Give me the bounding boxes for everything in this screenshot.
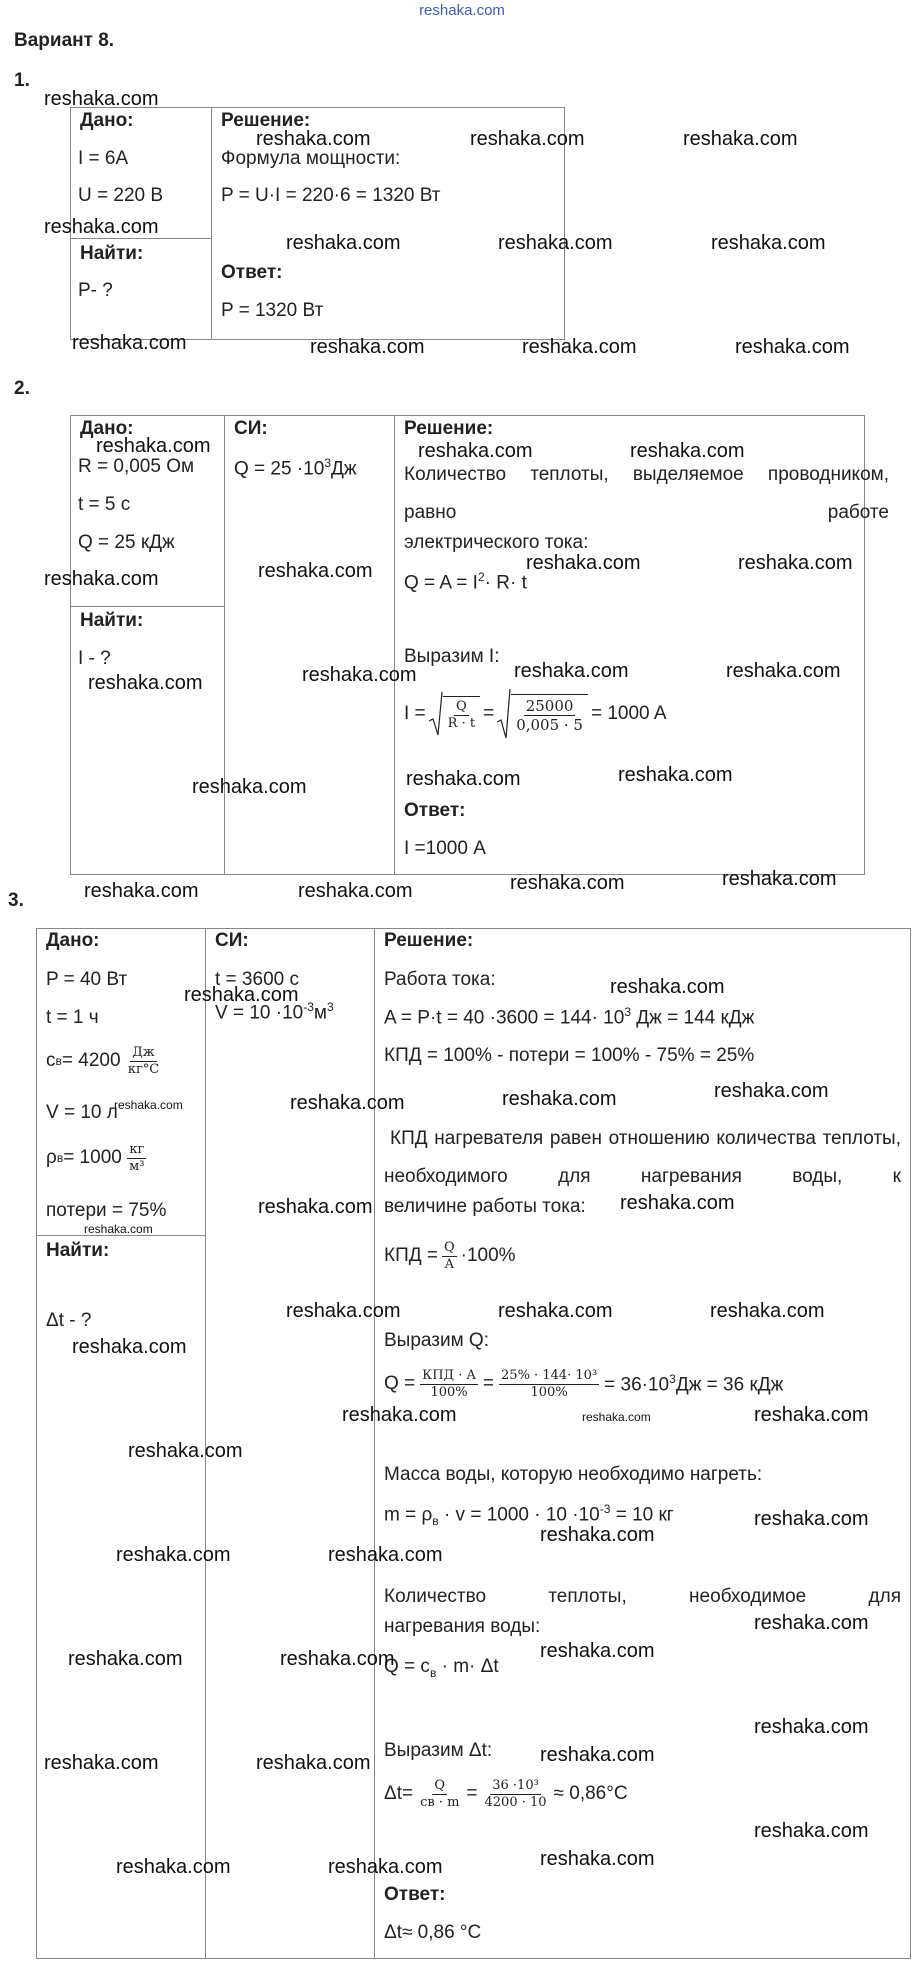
p3-heat-text: Количество теплоты, необходимое для	[384, 1586, 901, 1607]
p3-given-losses: потери = 75%	[46, 1200, 167, 1221]
watermark: reshaka.com	[44, 1752, 159, 1774]
p3-si-heading: СИ:	[215, 930, 249, 951]
p2-solution-text: Количество теплоты, выделяемое проводником, равно работе	[404, 464, 889, 523]
watermark: reshaka.com	[280, 1648, 395, 1670]
watermark: reshaka.com	[683, 128, 798, 150]
watermark: reshaka.com	[310, 336, 425, 358]
p2-find: I - ?	[78, 648, 111, 669]
watermark-small: reshaka.com	[582, 1410, 651, 1424]
watermark: reshaka.com	[714, 1080, 829, 1102]
watermark: reshaka.com	[258, 1196, 373, 1218]
p2-answer: I =1000 А	[404, 838, 486, 859]
p2-si-heading: СИ:	[234, 418, 268, 439]
watermark: reshaka.com	[96, 435, 211, 457]
p3-given-power: P = 40 Вт	[46, 969, 128, 990]
watermark: reshaka.com	[711, 232, 826, 254]
p3-find-heading: Найти:	[46, 1240, 110, 1261]
p1-answer: P = 1320 Вт	[221, 300, 324, 321]
watermark: reshaka.com	[116, 1856, 231, 1878]
problem-3-number: 3.	[8, 890, 24, 911]
watermark: reshaka.com	[298, 880, 413, 902]
p3-express-dt: Выразим Δt:	[384, 1740, 493, 1761]
watermark: reshaka.com	[754, 1820, 869, 1842]
watermark: reshaka.com	[68, 1648, 183, 1670]
p2-sqrt-2: $\frac{25000}{0,005 \cdot 5}$	[497, 688, 588, 740]
p1-solution-formula: P = U·I = 220·6 = 1320 Вт	[221, 185, 441, 206]
p3-work-label: Работа тока:	[384, 969, 496, 990]
p2-solution-heading: Решение:	[404, 418, 494, 439]
watermark: reshaka.com	[754, 1612, 869, 1634]
p3-efficiency-text-last: величине работы тока:	[384, 1196, 586, 1217]
watermark: reshaka.com	[510, 872, 625, 894]
p1-given-current: I = 6A	[78, 148, 129, 169]
watermark: reshaka.com	[498, 232, 613, 254]
watermark: reshaka.com	[192, 776, 307, 798]
p3-work-formula: $A = P\cdot t = 40 \cdot 3600 = 144\cdot 10^3$ Дж = 144 кДж	[384, 1005, 755, 1029]
watermark: reshaka.com	[722, 868, 837, 890]
p2-si-heat: $Q = 25 \cdot 10^3Дж$	[234, 456, 357, 480]
p2-express: Выразим I:	[404, 646, 500, 667]
watermark: reshaka.com	[522, 336, 637, 358]
watermark: reshaka.com	[610, 976, 725, 998]
watermark: reshaka.com	[342, 1404, 457, 1426]
p3-find: Δt - ?	[46, 1310, 92, 1331]
p1-given-heading: Дано:	[80, 110, 134, 131]
watermark: reshaka.com	[128, 1440, 243, 1462]
problem-2-number: 2.	[14, 378, 30, 399]
p2-given-resistance: R = 0,005 Ом	[78, 456, 195, 477]
watermark: reshaka.com	[540, 1848, 655, 1870]
watermark-small: reshaka.com	[114, 1098, 183, 1112]
watermark: reshaka.com	[258, 560, 373, 582]
p2-formula-heat: $Q = A = I^2\cdot R\cdot t$	[404, 570, 527, 594]
watermark: reshaka.com	[540, 1744, 655, 1766]
p1-solution-heading: Решение:	[221, 110, 311, 131]
watermark: reshaka.com	[116, 1544, 231, 1566]
p1-given-voltage: U = 220 В	[78, 185, 164, 206]
watermark: reshaka.com	[72, 1336, 187, 1358]
watermark: reshaka.com	[470, 128, 585, 150]
watermark: reshaka.com	[710, 1300, 825, 1322]
watermark: reshaka.com	[328, 1544, 443, 1566]
p3-efficiency-text: КПД нагревателя равен отношению количества теплоты, необходимого для нагревания воды, к	[384, 1128, 901, 1187]
watermark: reshaka.com	[754, 1716, 869, 1738]
p3-si-volume: $V = 10 \cdot 10^{-3}м^3$	[215, 1000, 334, 1024]
p2-answer-heading: Ответ:	[404, 800, 466, 821]
watermark: reshaka.com	[256, 1752, 371, 1774]
p3-given-density: ρ в = 1000 $\frac{кг}{\text{м³}}$	[46, 1142, 145, 1174]
p3-si-time: t = 3600 с	[215, 969, 299, 990]
watermark: reshaka.com	[286, 232, 401, 254]
p2-solution-text-last: электрического тока:	[404, 532, 589, 553]
p3-answer-heading: Ответ:	[384, 1884, 446, 1905]
watermark: reshaka.com	[84, 880, 199, 902]
p2-given-time: t = 5 с	[78, 494, 131, 515]
watermark: reshaka.com	[726, 660, 841, 682]
watermark: reshaka.com	[502, 1088, 617, 1110]
watermark: reshaka.com	[526, 552, 641, 574]
watermark: reshaka.com	[418, 440, 533, 462]
watermark: reshaka.com	[540, 1640, 655, 1662]
p3-efficiency: КПД = 100% - потери = 100% - 75% = 25%	[384, 1045, 755, 1066]
watermark: reshaka.com	[44, 216, 159, 238]
watermark: reshaka.com	[618, 764, 733, 786]
watermark: reshaka.com	[754, 1404, 869, 1426]
p3-given-time: t = 1 ч	[46, 1007, 99, 1028]
p3-temperature-formula: Δt= $\frac{Q}{cв \cdot m}$ = $\frac{\text{36 ·10³}}{4200 \cdot 10}$ ≈ 0,86°C	[384, 1778, 628, 1810]
watermark: reshaka.com	[328, 1856, 443, 1878]
p3-heat-formula: Q = $\frac{\text{КПД · A}}{100\%}$ = $\frac{\text{25\% · 144· 10³}}{100\%}$ = $36\cdot 10^3Дж = 36$ кДж	[384, 1368, 784, 1400]
p3-answer: Δt≈ 0,86 °C	[384, 1922, 482, 1943]
watermark: reshaka.com	[44, 568, 159, 590]
problem-1-number: 1.	[14, 70, 30, 91]
p2-given-heat: Q = 25 кДж	[78, 532, 175, 553]
p3-mass-formula: $m = \rho_в \cdot v = 1000 \cdot 10 \cdot 10^{-3} = 10$ кг	[384, 1502, 674, 1529]
watermark: reshaka.com	[540, 1524, 655, 1546]
site-header-link[interactable]: reshaka.com	[419, 2, 505, 19]
p3-mass-label: Масса воды, которую необходимо нагреть:	[384, 1464, 763, 1485]
watermark: reshaka.com	[514, 660, 629, 682]
watermark: reshaka.com	[256, 128, 371, 150]
watermark: reshaka.com	[44, 88, 159, 110]
p1-solution-line1: Формула мощности:	[221, 148, 401, 169]
p1-find: P- ?	[78, 280, 113, 301]
watermark: reshaka.com	[88, 672, 203, 694]
watermark: reshaka.com	[184, 984, 299, 1006]
watermark: reshaka.com	[735, 336, 850, 358]
p2-find-heading: Найти:	[80, 610, 144, 631]
p3-solution-heading: Решение:	[384, 930, 474, 951]
p3-given-heading: Дано:	[46, 930, 100, 951]
watermark: reshaka.com	[738, 552, 853, 574]
watermark: reshaka.com	[754, 1508, 869, 1530]
p3-given-volume: V = 10 л	[46, 1102, 118, 1123]
p1-answer-heading: Ответ:	[221, 262, 283, 283]
p1-find-heading: Найти:	[80, 243, 144, 264]
watermark: reshaka.com	[72, 332, 187, 354]
watermark: reshaka.com	[630, 440, 745, 462]
p2-sqrt-1: $\frac{Q}{R \cdot t}$	[429, 691, 480, 737]
watermark: reshaka.com	[498, 1300, 613, 1322]
p2-given-heading: Дано:	[80, 418, 134, 439]
watermark: reshaka.com	[620, 1192, 735, 1214]
p3-heat-capacity-formula: $Q = c_в \cdot m\cdot \Delta t$	[384, 1656, 499, 1680]
p3-express-q: Выразим Q:	[384, 1330, 489, 1351]
watermark: reshaka.com	[302, 664, 417, 686]
p3-efficiency-formula: КПД = $\frac{Q}{A}$ ·100%	[384, 1240, 516, 1272]
watermark-small: reshaka.com	[84, 1222, 153, 1236]
watermark: reshaka.com	[286, 1300, 401, 1322]
p2-formula-current: I = $\frac{Q}{R \cdot t}$ = $\frac{25000}{0,005 \cdot 5}$ = 1000 A	[404, 688, 667, 740]
watermark: reshaka.com	[406, 768, 521, 790]
p3-given-specific-heat: c в = 4200 $\frac{Дж}{кг^\circ C}$	[46, 1045, 160, 1077]
watermark: reshaka.com	[290, 1092, 405, 1114]
p3-heat-text-last: нагревания воды:	[384, 1616, 541, 1637]
variant-title: Вариант 8.	[14, 30, 115, 51]
